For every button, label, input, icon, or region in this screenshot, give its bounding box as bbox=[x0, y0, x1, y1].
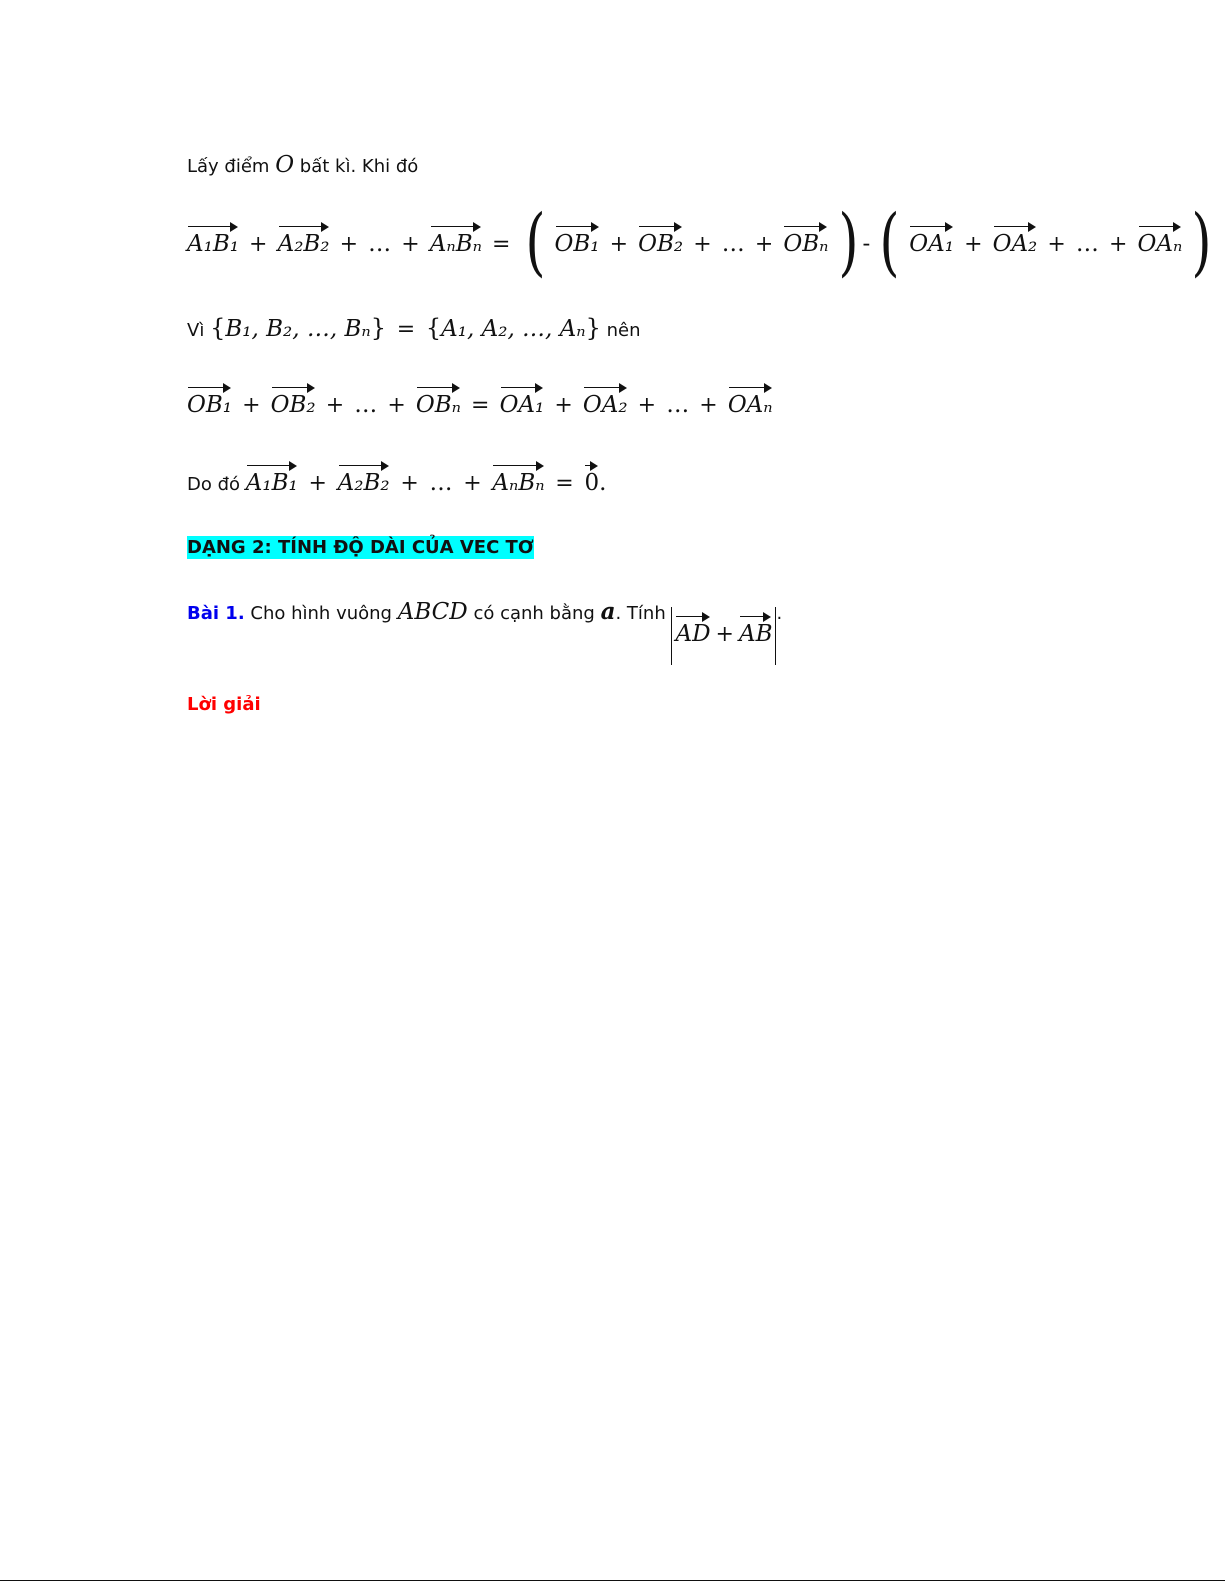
vector-anbn: AₙBₙ bbox=[430, 217, 482, 257]
vector-ob2: OB₂ bbox=[271, 378, 316, 418]
plus-sign: + bbox=[693, 232, 712, 257]
vector-a1b1: A₁B₁ bbox=[187, 217, 239, 257]
plus-sign: + bbox=[400, 471, 419, 496]
equals-sign: = bbox=[471, 393, 490, 418]
ellipsis: … bbox=[1075, 231, 1099, 257]
plus-sign: + bbox=[387, 393, 406, 418]
period: . bbox=[599, 470, 607, 496]
paragraph-set-equality bbox=[187, 314, 641, 342]
ellipsis: … bbox=[721, 231, 745, 257]
equals-sign: = bbox=[555, 471, 574, 496]
exercise-end: . bbox=[776, 603, 783, 624]
left-paren: ( bbox=[524, 199, 546, 285]
solution-heading bbox=[187, 694, 261, 715]
vector-anbn: AₙBₙ bbox=[492, 456, 544, 496]
equals-sign: = bbox=[396, 317, 416, 342]
set-prefix: Vì bbox=[187, 320, 205, 341]
plus-sign: + bbox=[339, 232, 359, 257]
vector-oa1: OA₁ bbox=[909, 217, 954, 257]
side-length-a: a bbox=[600, 598, 616, 625]
vector-a2b2: A₂B₂ bbox=[278, 217, 330, 257]
left-brace: { bbox=[210, 314, 226, 342]
plus-sign: + bbox=[754, 232, 774, 257]
plus-sign: + bbox=[1109, 232, 1128, 257]
left-paren: ( bbox=[879, 199, 900, 285]
paragraph-intro bbox=[187, 152, 418, 178]
ellipsis: … bbox=[368, 231, 392, 257]
vector-ad: AD bbox=[675, 607, 710, 647]
plus-sign: + bbox=[554, 393, 573, 418]
vector-ob1: OB₁ bbox=[555, 217, 600, 257]
set-suffix: nên bbox=[606, 320, 641, 341]
vector-ab: AB bbox=[739, 607, 773, 647]
vector-oa1: OA₁ bbox=[500, 378, 545, 418]
heading-text: DẠNG 2: TÍNH ĐỘ DÀI CỦA VEC TƠ bbox=[187, 537, 534, 558]
minus-sign: - bbox=[862, 231, 871, 257]
plus-sign: + bbox=[637, 393, 657, 418]
conclusion-prefix: Do đó bbox=[187, 474, 241, 495]
intro-prefix: Lấy điểm bbox=[187, 156, 270, 177]
right-paren: ) bbox=[837, 199, 859, 285]
exercise-text-1: Cho hình vuông bbox=[250, 603, 392, 624]
equation-1 bbox=[187, 199, 1216, 285]
exercise-text-2: có cạnh bằng bbox=[473, 603, 595, 624]
plus-sign: + bbox=[242, 393, 261, 418]
plus-sign: + bbox=[401, 232, 420, 257]
plus-sign: + bbox=[249, 232, 268, 257]
exercise-label: Bài 1. bbox=[187, 603, 245, 624]
section-heading bbox=[187, 537, 534, 558]
vector-oa2: OA₂ bbox=[993, 217, 1038, 257]
right-brace: } bbox=[585, 314, 601, 342]
plus-sign: + bbox=[463, 471, 482, 496]
plus-sign: + bbox=[609, 232, 629, 257]
equation-2 bbox=[187, 378, 773, 418]
vector-obn: OBₙ bbox=[783, 217, 828, 257]
ellipsis: … bbox=[429, 470, 453, 496]
vector-a1b1: A₁B₁ bbox=[246, 456, 298, 496]
page-bottom-rule bbox=[0, 1580, 1225, 1581]
left-brace: { bbox=[425, 314, 442, 342]
plus-sign: + bbox=[715, 622, 734, 647]
vector-a2b2: A₂B₂ bbox=[338, 456, 390, 496]
plus-sign: + bbox=[964, 232, 983, 257]
right-paren: ) bbox=[1191, 199, 1212, 285]
vector-oa2: OA₂ bbox=[583, 378, 628, 418]
plus-sign: + bbox=[325, 393, 345, 418]
paragraph-conclusion bbox=[187, 456, 606, 496]
plus-sign: + bbox=[308, 471, 327, 496]
exercise-text-3: . Tính bbox=[615, 603, 666, 624]
set-a: A₁, A₂, …, Aₙ bbox=[441, 316, 586, 342]
plus-sign: + bbox=[699, 393, 718, 418]
exercise-1 bbox=[187, 598, 782, 665]
square-name: ABCD bbox=[397, 599, 468, 625]
right-brace: } bbox=[370, 314, 386, 342]
set-b: B₁, B₂, …, Bₙ bbox=[225, 316, 371, 342]
vector-oan: OAₙ bbox=[728, 378, 773, 418]
solution-label: Lời giải bbox=[187, 694, 261, 715]
equals-sign: = bbox=[492, 232, 511, 257]
plus-sign: + bbox=[1047, 232, 1066, 257]
zero-vector: 0 bbox=[584, 456, 599, 496]
intro-suffix: bất kì. Khi đó bbox=[299, 156, 419, 177]
vector-obn: OBₙ bbox=[416, 378, 461, 418]
ellipsis: … bbox=[666, 392, 690, 418]
vector-oan: OAₙ bbox=[1138, 217, 1183, 257]
ellipsis: … bbox=[354, 392, 378, 418]
point-o: O bbox=[275, 152, 295, 178]
vector-ob1: OB₁ bbox=[187, 378, 232, 418]
absolute-value bbox=[671, 607, 776, 665]
vector-ob2: OB₂ bbox=[638, 217, 683, 257]
